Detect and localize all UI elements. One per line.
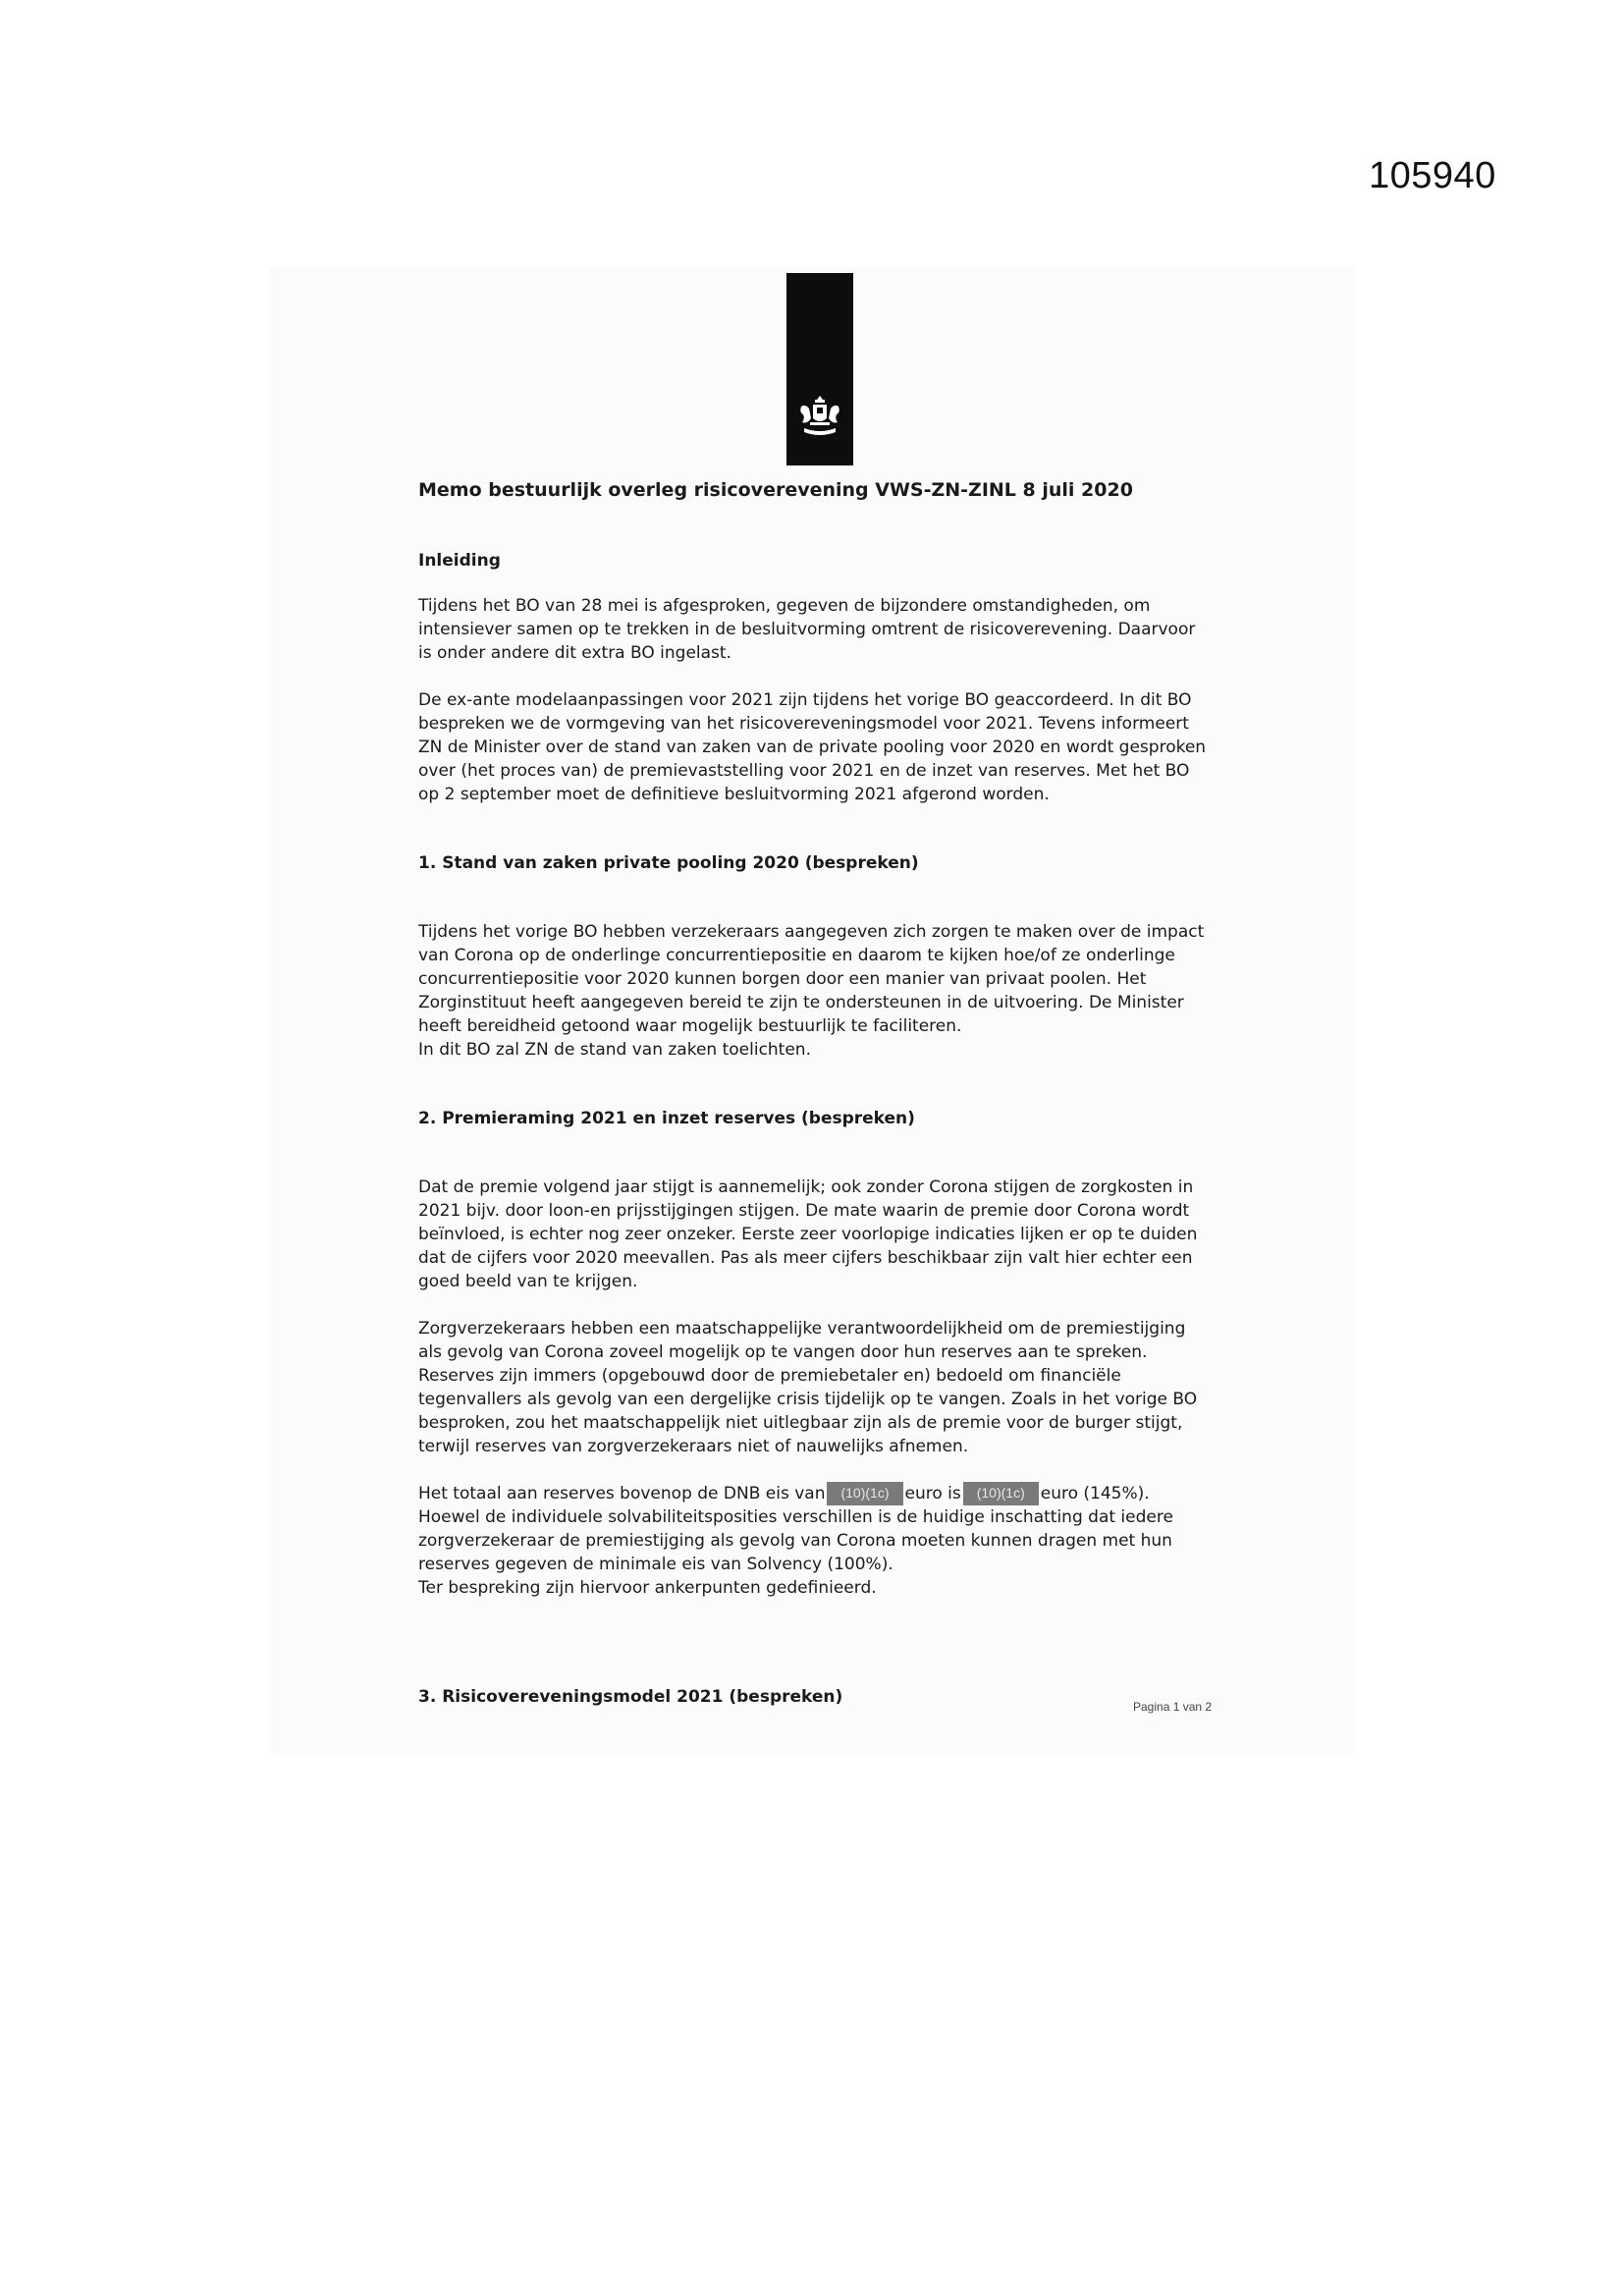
redaction-box: (10)(1c) xyxy=(827,1482,902,1505)
section-1-paragraph: In dit BO zal ZN de stand van zaken toelichten. xyxy=(418,1040,811,1060)
redaction-box: (10)(1c) xyxy=(963,1482,1039,1505)
government-logo xyxy=(786,273,853,465)
section-3-heading: 3. Risicovereveningsmodel 2021 (bespreken) xyxy=(418,1687,843,1707)
intro-paragraph: Tijdens het BO van 28 mei is afgesproken, gegeven de bijzondere omstandigheden, om intensiever samen op te trekken in de besluitvorming omtrent de risicoverevening. Daarvoor is onder andere dit extra BO ingelast. xyxy=(418,596,1196,663)
memo-body xyxy=(418,476,1214,1600)
reserves-text: euro is xyxy=(904,1484,961,1503)
section-2-heading: 2. Premieraming 2021 en inzet reserves (bespreken) xyxy=(418,1109,915,1128)
coat-of-arms-icon xyxy=(796,393,843,438)
section-1-paragraph: Tijdens het vorige BO hebben verzekeraars aangegeven zich zorgen te maken over de impact van Corona op de onderlinge concurrentiepositie en daarom te kijken hoe/of ze onderlinge concurrentiepositie voor 2020 kunnen borgen door een manier van privaat poolen. Het Zorginstituut heeft aangegeven bereid te zijn te ondersteunen in de uitvoering. De Minister heeft bereidheid getoond waar mogelijk bestuurlijk te faciliteren. xyxy=(418,922,1205,1036)
reserves-text: Het totaal aan reserves bovenop de DNB eis van xyxy=(418,1484,826,1503)
intro-heading: Inleiding xyxy=(418,551,501,571)
reserves-closing-line: Ter bespreking zijn hiervoor ankerpunten gedefinieerd. xyxy=(418,1578,877,1598)
document-number: 105940 xyxy=(1369,155,1496,196)
section-2-paragraph: Dat de premie volgend jaar stijgt is aannemelijk; ook zonder Corona stijgen de zorgkosten in 2021 bijv. door loon-en prijsstijgingen stijgen. De mate waarin de premie door Corona wordt beïnvloed, is echter nog zeer onzeker. Eerste zeer voorlopige indicaties lijken er op te duiden dat de cijfers voor 2020 meevallen. Pas als meer cijfers beschikbaar zijn valt hier echter een goed beeld van te krijgen. xyxy=(418,1177,1198,1291)
reserves-text: euro (145%). xyxy=(1040,1484,1150,1503)
section-2-paragraph: Zorgverzekeraars hebben een maatschappelijke verantwoordelijkheid om de premiestijging als gevolg van Corona zoveel mogelijk op te vangen door hun reserves aan te spreken. Reserves zijn immers (opgebouwd door de premiebetaler en) bedoeld om financiële tegenvallers als gevolg van een dergelijke crisis tijdelijk op te vangen. Zoals in het vorige BO besproken, zou het maatschappelijk niet uitlegbaar zijn als de premie voor de burger stijgt, terwijl reserves van zorgverzekeraars niet of nauwelijks afnemen. xyxy=(418,1319,1198,1456)
reserves-paragraph xyxy=(418,1482,1214,1576)
page-footer: Pagina 1 van 2 xyxy=(1133,1700,1213,1714)
section-1-heading: 1. Stand van zaken private pooling 2020 (bespreken) xyxy=(418,853,919,873)
reserves-text: Hoewel de individuele solvabiliteitsposities verschillen is de huidige inschatting dat iedere zorgverzekeraar de premiestijging als gevolg van Corona moeten kunnen dragen met hun reserves gegeven de minimale eis van Solvency (100%). xyxy=(418,1507,1173,1574)
intro-paragraph: De ex-ante modelaanpassingen voor 2021 zijn tijdens het vorige BO geaccordeerd. In dit BO bespreken we de vormgeving van het risicovereveningsmodel voor 2021. Tevens informeert ZN de Minister over de stand van zaken van de private pooling voor 2020 en wordt gesproken over (het proces van) de premievaststelling voor 2021 en de inzet van reserves. Met het BO op 2 september moet de definitieve besluitvorming 2021 afgerond worden. xyxy=(418,690,1207,804)
memo-title: Memo bestuurlijk overleg risicoverevening VWS-ZN-ZINL 8 juli 2020 xyxy=(418,479,1133,501)
